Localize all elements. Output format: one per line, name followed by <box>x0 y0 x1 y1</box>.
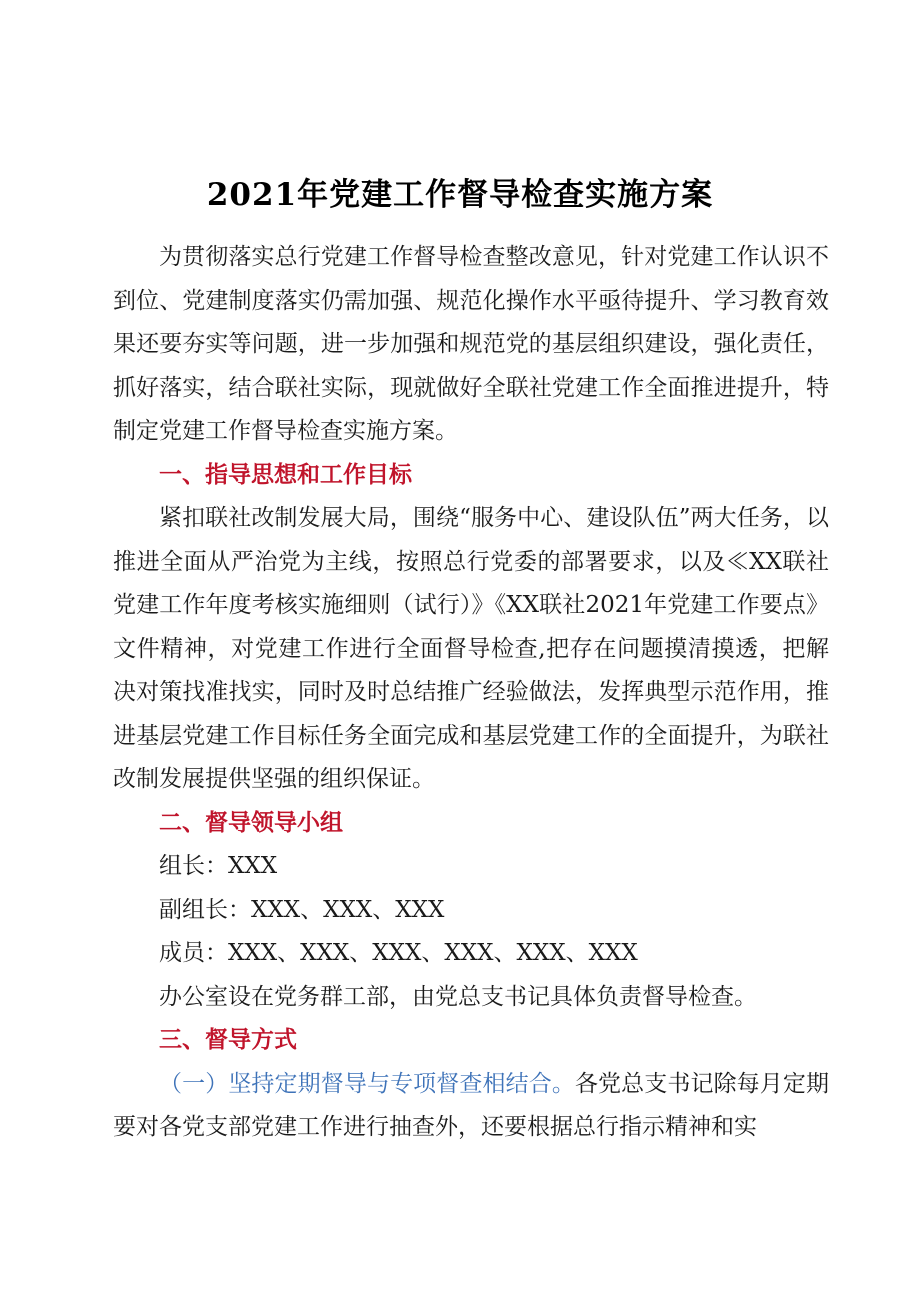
group-leader-line: 组长：XXX <box>159 853 278 879</box>
members-line: 成员：XXX、XXX、XXX、XXX、XXX、XXX <box>159 940 638 966</box>
office-line: 办公室设在党务群工部，由党总支书记具体负责督导检查。 <box>159 983 757 1010</box>
section-3-item-1 <box>113 1063 829 1150</box>
document-title: 2021年党建工作督导检查实施方案 <box>206 177 714 213</box>
section-3-item-1-lead: （一）坚持定期督导与专项督查相结合。 <box>159 1070 575 1097</box>
section-1-heading: 一、指导思想和工作目标 <box>159 461 412 488</box>
document-body <box>113 236 829 1150</box>
section-3-item-1-text: 各党总支书记除每月定期要对各党支部党建工作进行抽查外，还要根据总行指示精神和实 <box>113 1070 830 1140</box>
section-2-heading: 二、督导领导小组 <box>159 809 343 836</box>
intro-paragraph: 为贯彻落实总行党建工作督导检查整改意见，针对党建工作认识不到位、党建制度落实仍需加强、规范化操作水平亟待提升、学习教育效果还要夯实等问题，进一步加强和规范党的基层组织建设，强化责任，抓好落实，结合联社实际，现就做好全联社党建工作全面推进提升，特制定党建工作督导检查实施方案。 <box>113 244 829 444</box>
deputy-leader-line: 副组长：XXX、XXX、XXX <box>159 896 445 923</box>
section-1-paragraph: 紧扣联社改制发展大局，围绕“服务中心、建设队伍”两大任务，以推进全面从严治党为主线，按照总行党委的部署要求，以及≪XX联社党建工作年度考核实施细则（试行）》《XX联社2021年党建工作要点》文件精神，对党建工作进行全面督导检查,把存在问题摸清摸透，把解决对策找准找实，同时及时总结推广经验做法，发挥典型示范作用，推进基层党建工作目标任务全面完成和基层党建工作的全面提升，为联社改制发展提供坚强的组织保证。 <box>113 505 829 792</box>
section-3-heading: 三、督导方式 <box>159 1027 297 1053</box>
